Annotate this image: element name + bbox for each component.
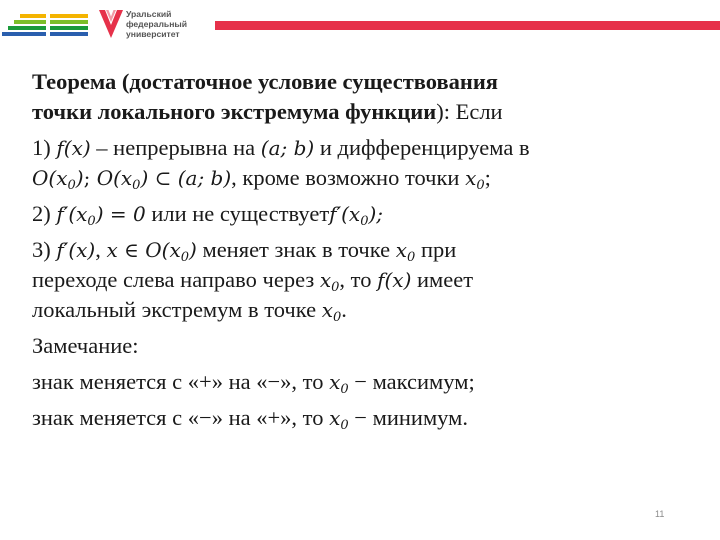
math-interval: (a; b) xyxy=(260,136,315,160)
condition-text: переходе слева направо через xyxy=(32,267,320,292)
condition-3-line-3 xyxy=(32,295,682,325)
condition-number: 3) xyxy=(32,237,57,262)
condition-text: и дифференцируема в xyxy=(314,135,530,160)
math-neighborhood: O(x xyxy=(96,166,133,190)
stripe-green xyxy=(8,26,46,30)
math-x: x xyxy=(329,370,341,394)
theorem-heading-line-1: Теорема (достаточное условие существования xyxy=(32,69,498,94)
condition-text: имеет xyxy=(411,267,474,292)
condition-text: . xyxy=(341,297,347,322)
condition-text: , xyxy=(95,237,107,262)
slide-header xyxy=(0,0,720,48)
math-paren: ); xyxy=(368,202,384,226)
condition-text: или не существует xyxy=(145,201,330,226)
math-subscript: 0 xyxy=(333,310,342,325)
theorem-heading-bold: точки локального экстремума функции xyxy=(32,99,437,124)
math-subscript: 0 xyxy=(340,382,349,397)
condition-text: локальный экстремум в точке xyxy=(32,297,322,322)
condition-2-line xyxy=(32,199,682,229)
slide-content xyxy=(32,67,682,433)
page-number: 11 xyxy=(655,509,665,519)
condition-text: меняет знак в точке xyxy=(196,237,396,262)
stripe-blue-2 xyxy=(50,32,88,36)
remark-line-1 xyxy=(32,367,682,397)
condition-3-line-1 xyxy=(32,235,682,265)
math-subscript: 0 xyxy=(340,418,349,433)
condition-1-line-2 xyxy=(32,163,682,193)
math-subscript: 0 xyxy=(331,280,340,295)
math-equals-zero: ) = 0 xyxy=(95,202,146,226)
math-subscript: 0 xyxy=(407,250,416,265)
stripe-lightgreen-2 xyxy=(50,20,88,24)
remark-line-2 xyxy=(32,403,682,433)
header-red-bar xyxy=(215,21,720,30)
math-x: x xyxy=(395,238,408,262)
university-name xyxy=(126,9,206,39)
theorem-heading-line-2 xyxy=(32,97,682,127)
math-x: x xyxy=(321,298,334,322)
remark-title: Замечание: xyxy=(32,333,139,358)
math-subscript: 0 xyxy=(132,178,141,193)
math-derivative: f′(x xyxy=(56,202,88,226)
remark-text: − минимум. xyxy=(348,405,468,430)
condition-3-line-2 xyxy=(32,265,682,295)
math-subscript: 0 xyxy=(476,178,485,193)
condition-1-line-1 xyxy=(32,133,682,163)
math-f-of-x: f(x) xyxy=(56,136,91,160)
stripe-lightgreen xyxy=(14,20,46,24)
stripe-blue xyxy=(2,32,46,36)
stripe-yellow-2 xyxy=(50,14,88,18)
math-subscript: 0 xyxy=(87,214,96,229)
remark-text: знак меняется с «−» на «+», то xyxy=(32,405,330,430)
math-neighborhood: O(x xyxy=(32,166,68,190)
stripe-green-2 xyxy=(50,26,88,30)
math-subscript: 0 xyxy=(67,178,76,193)
math-derivative: f′(x) xyxy=(56,238,96,262)
university-logo-icon xyxy=(97,7,125,41)
condition-number: 1) xyxy=(32,135,57,160)
university-name-line-2: федеральный xyxy=(126,19,188,29)
condition-number: 2) xyxy=(32,201,57,226)
math-x: x xyxy=(329,406,341,430)
math-subset-interval: ) ⊂ (a; b) xyxy=(140,166,232,190)
math-x-in-neighborhood: x ∈ O(x xyxy=(106,238,181,262)
theorem-heading-tail: ): Если xyxy=(436,99,503,124)
math-derivative: f′(x xyxy=(329,202,361,226)
math-subscript: 0 xyxy=(180,250,190,265)
math-subscript: 0 xyxy=(360,214,369,229)
math-f-of-x: f(x) xyxy=(377,268,412,292)
math-paren: ) xyxy=(189,238,197,262)
math-x: x xyxy=(319,268,332,292)
condition-text: – непрерывна на xyxy=(90,135,261,160)
remark-text: − максимум; xyxy=(348,369,475,394)
condition-text: , то xyxy=(339,267,378,292)
condition-text: при xyxy=(415,237,457,262)
math-semicolon: ; xyxy=(83,166,97,190)
math-x: x xyxy=(465,166,477,190)
university-name-line-1: Уральский xyxy=(126,9,172,19)
stripe-yellow xyxy=(20,14,46,18)
remark-text: знак меняется с «+» на «−», то xyxy=(32,369,330,394)
condition-text: ; xyxy=(484,165,491,190)
math-paren: ) xyxy=(75,166,84,190)
condition-text: , кроме возможно точки xyxy=(231,165,466,190)
university-name-line-3: университет xyxy=(126,29,180,39)
